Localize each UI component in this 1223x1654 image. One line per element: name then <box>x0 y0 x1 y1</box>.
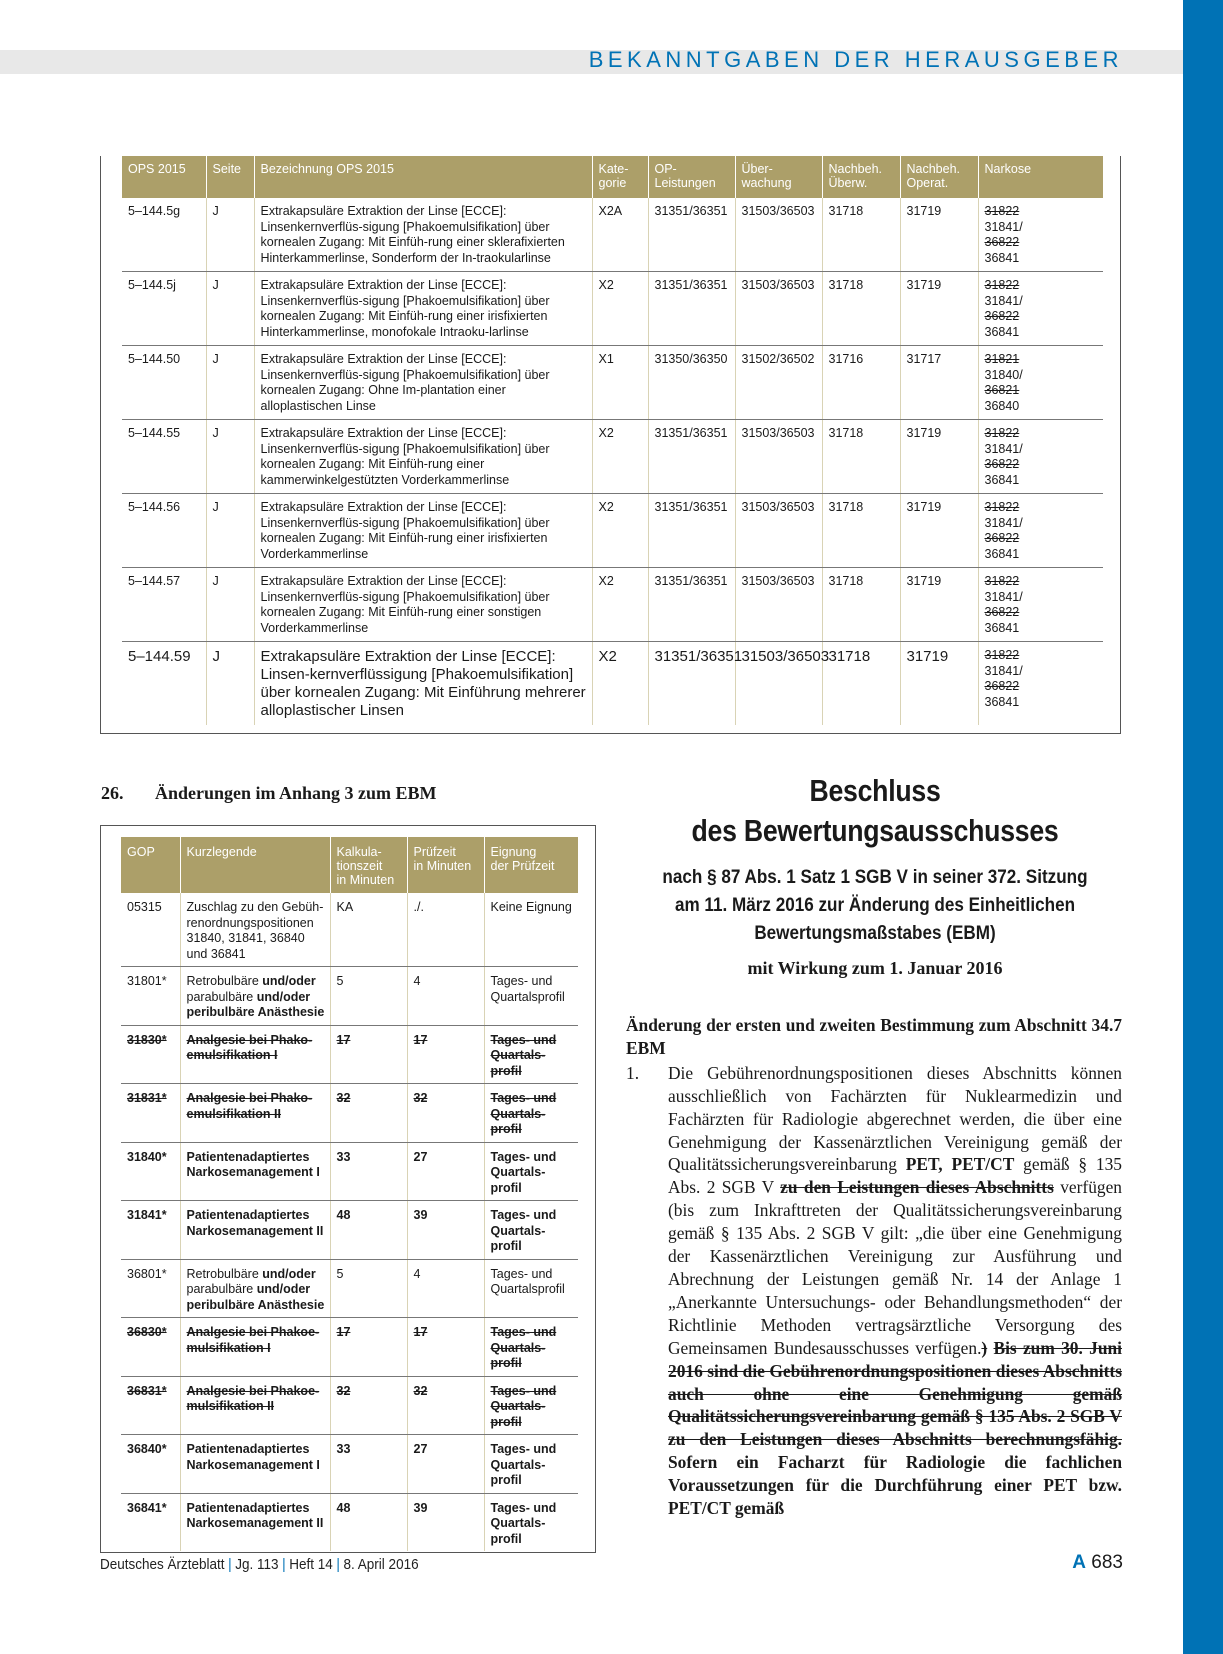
narkose-code: 36821 <box>984 383 1020 397</box>
table-row <box>121 1084 578 1143</box>
cell-kurzlegende: Analgesie bei Phakoe-mulsifikation II <box>180 1376 330 1435</box>
column-header: Nachbeh. Operat. <box>900 156 978 198</box>
narkose-code: 36841 <box>984 546 1020 561</box>
cell-kurzlegende: Patientenadaptiertes Narkosemanagement I <box>180 1435 330 1494</box>
cell-gop: 31801* <box>121 967 180 1026</box>
narkose-code: 36822 <box>984 679 1020 693</box>
beschluss-subtitle: nach § 87 Abs. 1 Satz 1 SGB V in seiner 372. Sitzung am 11. März 2016 zur Änderung des Einheitlichen Bewertungsmaßstabes (EBM) <box>662 867 1088 944</box>
text-segment: parabulbäre <box>186 1282 257 1296</box>
table-row <box>121 1435 578 1494</box>
cell-ops: 5–144.56 <box>122 494 206 568</box>
cell-kurzlegende: Analgesie bei Phako-emulsifikation I <box>180 1025 330 1084</box>
table-row <box>122 420 1103 494</box>
text-segment: peribulbäre <box>186 1297 255 1312</box>
cell-ops: 5–144.59 <box>122 642 206 726</box>
cell-pruefzeit: 4 <box>407 967 484 1026</box>
column-header: Prüfzeit in Minuten <box>407 837 484 893</box>
table-row <box>121 1259 578 1318</box>
cell-bez: Extrakapsuläre Extraktion der Linse [ECCE]: Linsenkernverflüs-sigung [Phakoemulsifikation] über kornealen Zugang: Mit Einfüh-rung einer sonstigen Vorderkammerlinse <box>254 568 592 642</box>
cell-no: 31719 <box>900 198 978 272</box>
cell-ueb: 31503/36503 <box>735 198 822 272</box>
column-header: Kate- gorie <box>592 156 648 198</box>
column-header: OPS 2015 <box>122 156 206 198</box>
cell-eignung: Tages- und Quartals-profil <box>484 1435 578 1494</box>
cell-kalkulationszeit: 17 <box>330 1025 407 1084</box>
table-row <box>122 568 1103 642</box>
cell-ueb: 31503/36503 <box>735 420 822 494</box>
narkose-code: 36841 <box>984 324 1020 339</box>
text-segment: und/oder <box>262 1266 316 1281</box>
table-row <box>122 494 1103 568</box>
narkose-code: 31841/ <box>984 663 1023 678</box>
cell-gop: 31831* <box>121 1084 180 1143</box>
cell-kat: X1 <box>592 346 648 420</box>
cell-ops: 5–144.50 <box>122 346 206 420</box>
cell-pruefzeit: 32 <box>407 1376 484 1435</box>
cell-op: 31351/36351 <box>648 494 735 568</box>
page-number <box>1072 1552 1123 1574</box>
cell-op: 31351/36351 <box>648 568 735 642</box>
cell-narkose <box>978 642 1103 726</box>
cell-kalkulationszeit: 17 <box>330 1318 407 1377</box>
list-number: 1. <box>626 1062 640 1083</box>
cell-narkose <box>978 198 1103 272</box>
text-segment: Die Gebührenordnungspositionen dieses Abschnitts können ausschließlich von Fachärzten für Nuklearmedizin und Fachärzten für Radiologie abgerechnet werden, die über eine Genehmigung der Kassenärztlichen Vereinigung gemäß der Qualitätssicherungsvereinbarung <box>668 1062 1122 1175</box>
cell-nu: 31718 <box>822 494 900 568</box>
cell-eignung: Tages- und Quartals-profil <box>484 1318 578 1377</box>
cell-seite: J <box>206 198 254 272</box>
cell-kat: X2 <box>592 272 648 346</box>
list-text <box>668 1062 1122 1520</box>
table-row <box>121 1142 578 1201</box>
table-row <box>121 1025 578 1084</box>
cell-pruefzeit: 32 <box>407 1084 484 1143</box>
cell-eignung: Tages- und Quartals-profil <box>490 1500 557 1546</box>
table-row <box>121 1493 578 1551</box>
text-segment: Anästhesie <box>254 1005 325 1019</box>
text-deleted: ) <box>981 1337 988 1358</box>
cell-ops: 5–144.57 <box>122 568 206 642</box>
footer: Deutsches Ärzteblatt | Jg. 113 | Heft 14 | 8. April 2016 <box>100 1556 419 1573</box>
narkose-code: 36822 <box>984 531 1020 545</box>
cell-eignung: Tages- und Quartalsprofil <box>484 967 578 1026</box>
cell-gop: 31840* <box>121 1142 180 1201</box>
narkose-code: 31840/ <box>984 367 1023 382</box>
cell-gop: 31841* <box>121 1201 180 1260</box>
text-segment: und/oder <box>256 1282 311 1296</box>
cell-gop: 36840* <box>121 1435 180 1494</box>
cell-kurzlegende: Zuschlag zu den Gebüh-renordnungspositionen 31840, 31841, 36840 und 36841 <box>180 893 330 967</box>
text-segment: Retrobulbäre <box>186 1266 263 1281</box>
text-segment: peribulbäre <box>186 1005 255 1019</box>
cell-kalkulationszeit: 5 <box>330 967 407 1026</box>
narkose-code: 31822 <box>984 278 1020 292</box>
cell-nu: 31716 <box>822 346 900 420</box>
section-title-text: Änderungen im Anhang 3 zum EBM <box>155 783 437 803</box>
cell-pruefzeit: ./. <box>407 893 484 967</box>
column-header: Kurzlegende <box>180 837 330 893</box>
cell-bez: Extrakapsuläre Extraktion der Linse [ECCE]: Linsenkernverflüs-sigung [Phakoemulsifikation] über kornealen Zugang: Ohne Im-plantation einer alloplastischen Linse <box>254 346 592 420</box>
text-segment: parabulbäre <box>186 989 257 1004</box>
section-number: 26. <box>101 783 124 803</box>
journal-date: 8. April 2016 <box>343 1556 419 1573</box>
cell-gop: 36801* <box>121 1259 180 1318</box>
ops-table <box>122 156 1103 725</box>
cell-bez: Extrakapsuläre Extraktion der Linse [ECCE]: Linsenkernverflüs-sigung [Phakoemulsifikation] über kornealen Zugang: Mit Einfüh-rung einer irisfixierten Vorderkammerlinse <box>254 494 592 568</box>
cell-kurzlegende: Patientenadaptiertes Narkosemanagement I <box>180 1142 330 1201</box>
cell-no: 31719 <box>900 494 978 568</box>
cell-op: 31351/36351 <box>648 642 735 726</box>
cell-eignung: Tages- und Quartals-profil <box>484 1201 578 1260</box>
column-header: Bezeichnung OPS 2015 <box>254 156 592 198</box>
narkose-code: 36822 <box>984 605 1020 619</box>
cell-seite: J <box>206 420 254 494</box>
cell-narkose <box>978 272 1103 346</box>
journal-volume: Jg. 113 <box>235 1556 279 1573</box>
narkose-code: 31822 <box>984 500 1020 514</box>
column-header: Nachbeh. Überw. <box>822 156 900 198</box>
cell-eignung: Keine Eignung <box>484 893 578 967</box>
text-deleted: Bis zum 30. Juni 2016 sind die Gebührenordnungspositionen dieses Abschnitts auch ohne eine Genehmigung gemäß Qualitätssicherungsvereinbarung gemäß § 135 Abs. 2 SGB V zu den Leistungen dieses Abschnitts berechnungsfähig. <box>668 1337 1122 1450</box>
cell-kat: X2 <box>592 494 648 568</box>
narkose-code: 31821 <box>984 352 1020 366</box>
cell-kalkulationszeit: 48 <box>330 1201 407 1260</box>
header-title: BEKANNTGABEN DER HERAUSGEBER <box>588 47 1123 72</box>
narkose-code: 36841 <box>984 694 1020 709</box>
cell-kurzlegende: Patientenadaptiertes Narkosemanagement II <box>180 1201 330 1260</box>
cell-kalkulationszeit: KA <box>330 893 407 967</box>
cell-op: 31350/36350 <box>648 346 735 420</box>
section-26-title <box>101 783 437 804</box>
cell-gop: 36841* <box>121 1493 180 1551</box>
cell-no: 31719 <box>900 420 978 494</box>
text-segment: Anästhesie <box>254 1297 325 1312</box>
text-segment: gemäß § 135 Abs. 2 SGB V <box>668 1154 1122 1198</box>
cell-bez: Extrakapsuläre Extraktion der Linse [ECCE]: Linsenkernverflüs-sigung [Phakoemulsifikation] über kornealen Zugang: Mit Einfüh-rung einer kammerwinkelgestützten Vorderkammerlinse <box>254 420 592 494</box>
cell-ueb: 31503/36503 <box>735 568 822 642</box>
narkose-code: 36841 <box>984 250 1020 265</box>
journal-issue: Heft 14 <box>289 1556 333 1573</box>
cell-eignung: Tages- und Quartalsprofil <box>484 1259 578 1318</box>
column-header: OP- Leistungen <box>648 156 735 198</box>
narkose-code: 31841/ <box>984 441 1023 456</box>
cell-pruefzeit: 17 <box>407 1025 484 1084</box>
cell-kalkulationszeit: 33 <box>330 1142 407 1201</box>
column-header: Über- wachung <box>735 156 822 198</box>
cell-nu: 31718 <box>822 420 900 494</box>
cell-pruefzeit: 27 <box>407 1435 484 1494</box>
page-number-value: 683 <box>1091 1552 1123 1573</box>
cell-eignung: Tages- und Quartals-profil <box>484 1376 578 1435</box>
narkose-code: 31841/ <box>984 293 1023 308</box>
cell-gop: 31830* <box>121 1025 180 1084</box>
narkose-code: 36822 <box>984 309 1020 323</box>
cell-narkose <box>978 420 1103 494</box>
table-row <box>121 1376 578 1435</box>
cell-ops: 5–144.5j <box>122 272 206 346</box>
cell-pruefzeit: 39 <box>407 1201 484 1260</box>
cell-pruefzeit: 39 <box>407 1493 484 1551</box>
cell-gop: 36830* <box>121 1318 180 1377</box>
cell-eignung: Tages- und Quartals-profil <box>484 1025 578 1084</box>
cell-narkose <box>978 568 1103 642</box>
cell-op: 31351/36351 <box>648 272 735 346</box>
cell-ops: 5–144.5g <box>122 198 206 272</box>
cell-seite: J <box>206 272 254 346</box>
cell-kalkulationszeit: 33 <box>330 1435 407 1494</box>
narkose-code: 31822 <box>984 648 1020 662</box>
cell-ops: 5–144.55 <box>122 420 206 494</box>
text-segment: Retrobulbäre <box>186 974 263 988</box>
table-row <box>122 346 1103 420</box>
beschluss-title-line2: des Bewertungsausschusses <box>691 813 1059 848</box>
beschluss-title-line1: Beschluss <box>809 773 941 808</box>
beschluss-effective: mit Wirkung zum 1. Januar 2016 <box>747 958 1003 978</box>
text-segment: und/oder <box>256 989 311 1004</box>
table-row <box>122 198 1103 272</box>
cell-kat: X2 <box>592 642 648 726</box>
cell-ueb: 31503/36503 <box>735 642 822 726</box>
table-row <box>122 642 1103 726</box>
table-row <box>121 1201 578 1260</box>
cell-op: 31351/36351 <box>648 198 735 272</box>
cell-nu: 31718 <box>822 568 900 642</box>
cell-kurzlegende: Patientenadaptiertes Narkosemanagement II <box>180 1493 330 1551</box>
cell-pruefzeit: 17 <box>407 1318 484 1377</box>
narkose-code: 36841 <box>984 472 1020 487</box>
cell-bez: Extrakapsuläre Extraktion der Linse [ECCE]: Linsenkernverflüs-sigung [Phakoemulsifikation] über kornealen Zugang: Mit Einfüh-rung einer sklerafixierten Hinterkammerlinse, Sonderform der In-traokularlinse <box>254 198 592 272</box>
narkose-code: 31841/ <box>984 589 1023 604</box>
cell-no: 31717 <box>900 346 978 420</box>
cell-kalkulationszeit: 5 <box>330 1259 407 1318</box>
narkose-code: 31822 <box>984 574 1020 588</box>
beschluss-title <box>661 771 1089 851</box>
cell-kat: X2 <box>592 420 648 494</box>
cell-no: 31719 <box>900 272 978 346</box>
cell-ueb: 31502/36502 <box>735 346 822 420</box>
narkose-code: 31841/ <box>984 515 1023 530</box>
cell-eignung: Tages- und Quartals-profil <box>484 1084 578 1143</box>
column-header: Narkose <box>978 156 1103 198</box>
cell-gop: 36831* <box>121 1376 180 1435</box>
text-bold: Sofern ein Facharzt für Radiologie die fachlichen Voraussetzungen für die Durchführung einer PET bzw. PET/CT gemäß <box>668 1452 1122 1519</box>
cell-bez: Extrakapsuläre Extraktion der Linse [ECCE]: Linsen-kernverflüssigung [Phakoemulsifikation] über kornealen Zugang: Mit Einführung mehrerer alloplastischer Linsen <box>254 642 592 726</box>
cell-kat: X2A <box>592 198 648 272</box>
cell-narkose <box>978 346 1103 420</box>
cell-kalkulationszeit: 32 <box>330 1376 407 1435</box>
narkose-code: 36822 <box>984 235 1020 249</box>
cell-seite: J <box>206 568 254 642</box>
column-header: GOP <box>121 837 180 893</box>
cell-kalkulationszeit: 48 <box>330 1493 407 1551</box>
cell-narkose <box>978 494 1103 568</box>
narkose-code: 31822 <box>984 426 1020 440</box>
table-row <box>121 893 578 967</box>
cell-seite: J <box>206 346 254 420</box>
cell-ueb: 31503/36503 <box>735 494 822 568</box>
cell-pruefzeit: 4 <box>407 1259 484 1318</box>
cell-kat: X2 <box>592 568 648 642</box>
list-item <box>626 1062 1122 1520</box>
cell-ueb: 31503/36503 <box>735 272 822 346</box>
cell-kurzlegende <box>180 967 330 1026</box>
table-row <box>121 967 578 1026</box>
cell-eignung: Tages- und Quartals-profil <box>484 1142 578 1201</box>
cell-kurzlegende: Analgesie bei Phako-emulsifikation II <box>180 1084 330 1143</box>
cell-op: 31351/36351 <box>648 420 735 494</box>
page-prefix: A <box>1072 1552 1087 1573</box>
text-bold: PET, PET/CT <box>905 1154 1015 1175</box>
cell-kalkulationszeit: 32 <box>330 1084 407 1143</box>
cell-no: 31719 <box>900 568 978 642</box>
cell-kurzlegende <box>180 1259 330 1318</box>
narkose-code: 36841 <box>984 620 1020 635</box>
cell-nu: 31718 <box>822 272 900 346</box>
narkose-code: 31822 <box>984 204 1020 218</box>
table-row <box>121 1318 578 1377</box>
column-header: Seite <box>206 156 254 198</box>
cell-seite: J <box>206 494 254 568</box>
cell-bez: Extrakapsuläre Extraktion der Linse [ECCE]: Linsenkernverflüs-sigung [Phakoemulsifikation] über kornealen Zugang: Mit Einfüh-rung einer irisfixierten Hinterkammerlinse, monofokale Intraoku-larlinse <box>254 272 592 346</box>
column-header: Eignung der Prüfzeit <box>484 837 578 893</box>
table-row <box>122 272 1103 346</box>
narkose-code: 31841/ <box>984 219 1023 234</box>
cell-no: 31719 <box>900 642 978 726</box>
column-header: Kalkula- tionszeit in Minuten <box>330 837 407 893</box>
gop-table <box>121 837 578 1551</box>
narkose-code: 36822 <box>984 457 1020 471</box>
cell-gop: 05315 <box>121 893 180 967</box>
side-color-bar <box>1183 0 1223 1654</box>
cell-seite: J <box>206 642 254 726</box>
cell-nu: 31718 <box>822 642 900 726</box>
cell-nu: 31718 <box>822 198 900 272</box>
text-segment: verfügen (bis zum Inkrafttreten der Qualitätssicherungsvereinbarung gemäß § 135 Abs. 2 SGB V gilt: „die über eine Genehmigung der Kassenärztlichen Vereinigung zur Ausführung und Abrechnung der Leistungen gemäß Nr. 14 der Anlage 1 „Anerkannte Untersuchungs- oder Behandlungsmethoden“ der Richtlinie Methoden vertragsärztliche Versorgung des Gemeinsamen Bundesausschusses verfügen. <box>668 1177 1123 1358</box>
journal-name: Deutsches Ärzteblatt <box>100 1556 225 1573</box>
beschluss-body <box>626 1014 1122 1520</box>
cell-kurzlegende: Analgesie bei Phakoe-mulsifikation I <box>180 1318 330 1377</box>
text-segment: und/oder <box>262 974 316 988</box>
amendment-heading: Änderung der ersten und zweiten Bestimmung zum Abschnitt 34.7 EBM <box>626 1015 1122 1058</box>
text-deleted: zu den Leistungen dieses Abschnitts <box>780 1177 1054 1198</box>
cell-pruefzeit: 27 <box>407 1142 484 1201</box>
narkose-code: 36840 <box>984 398 1020 413</box>
